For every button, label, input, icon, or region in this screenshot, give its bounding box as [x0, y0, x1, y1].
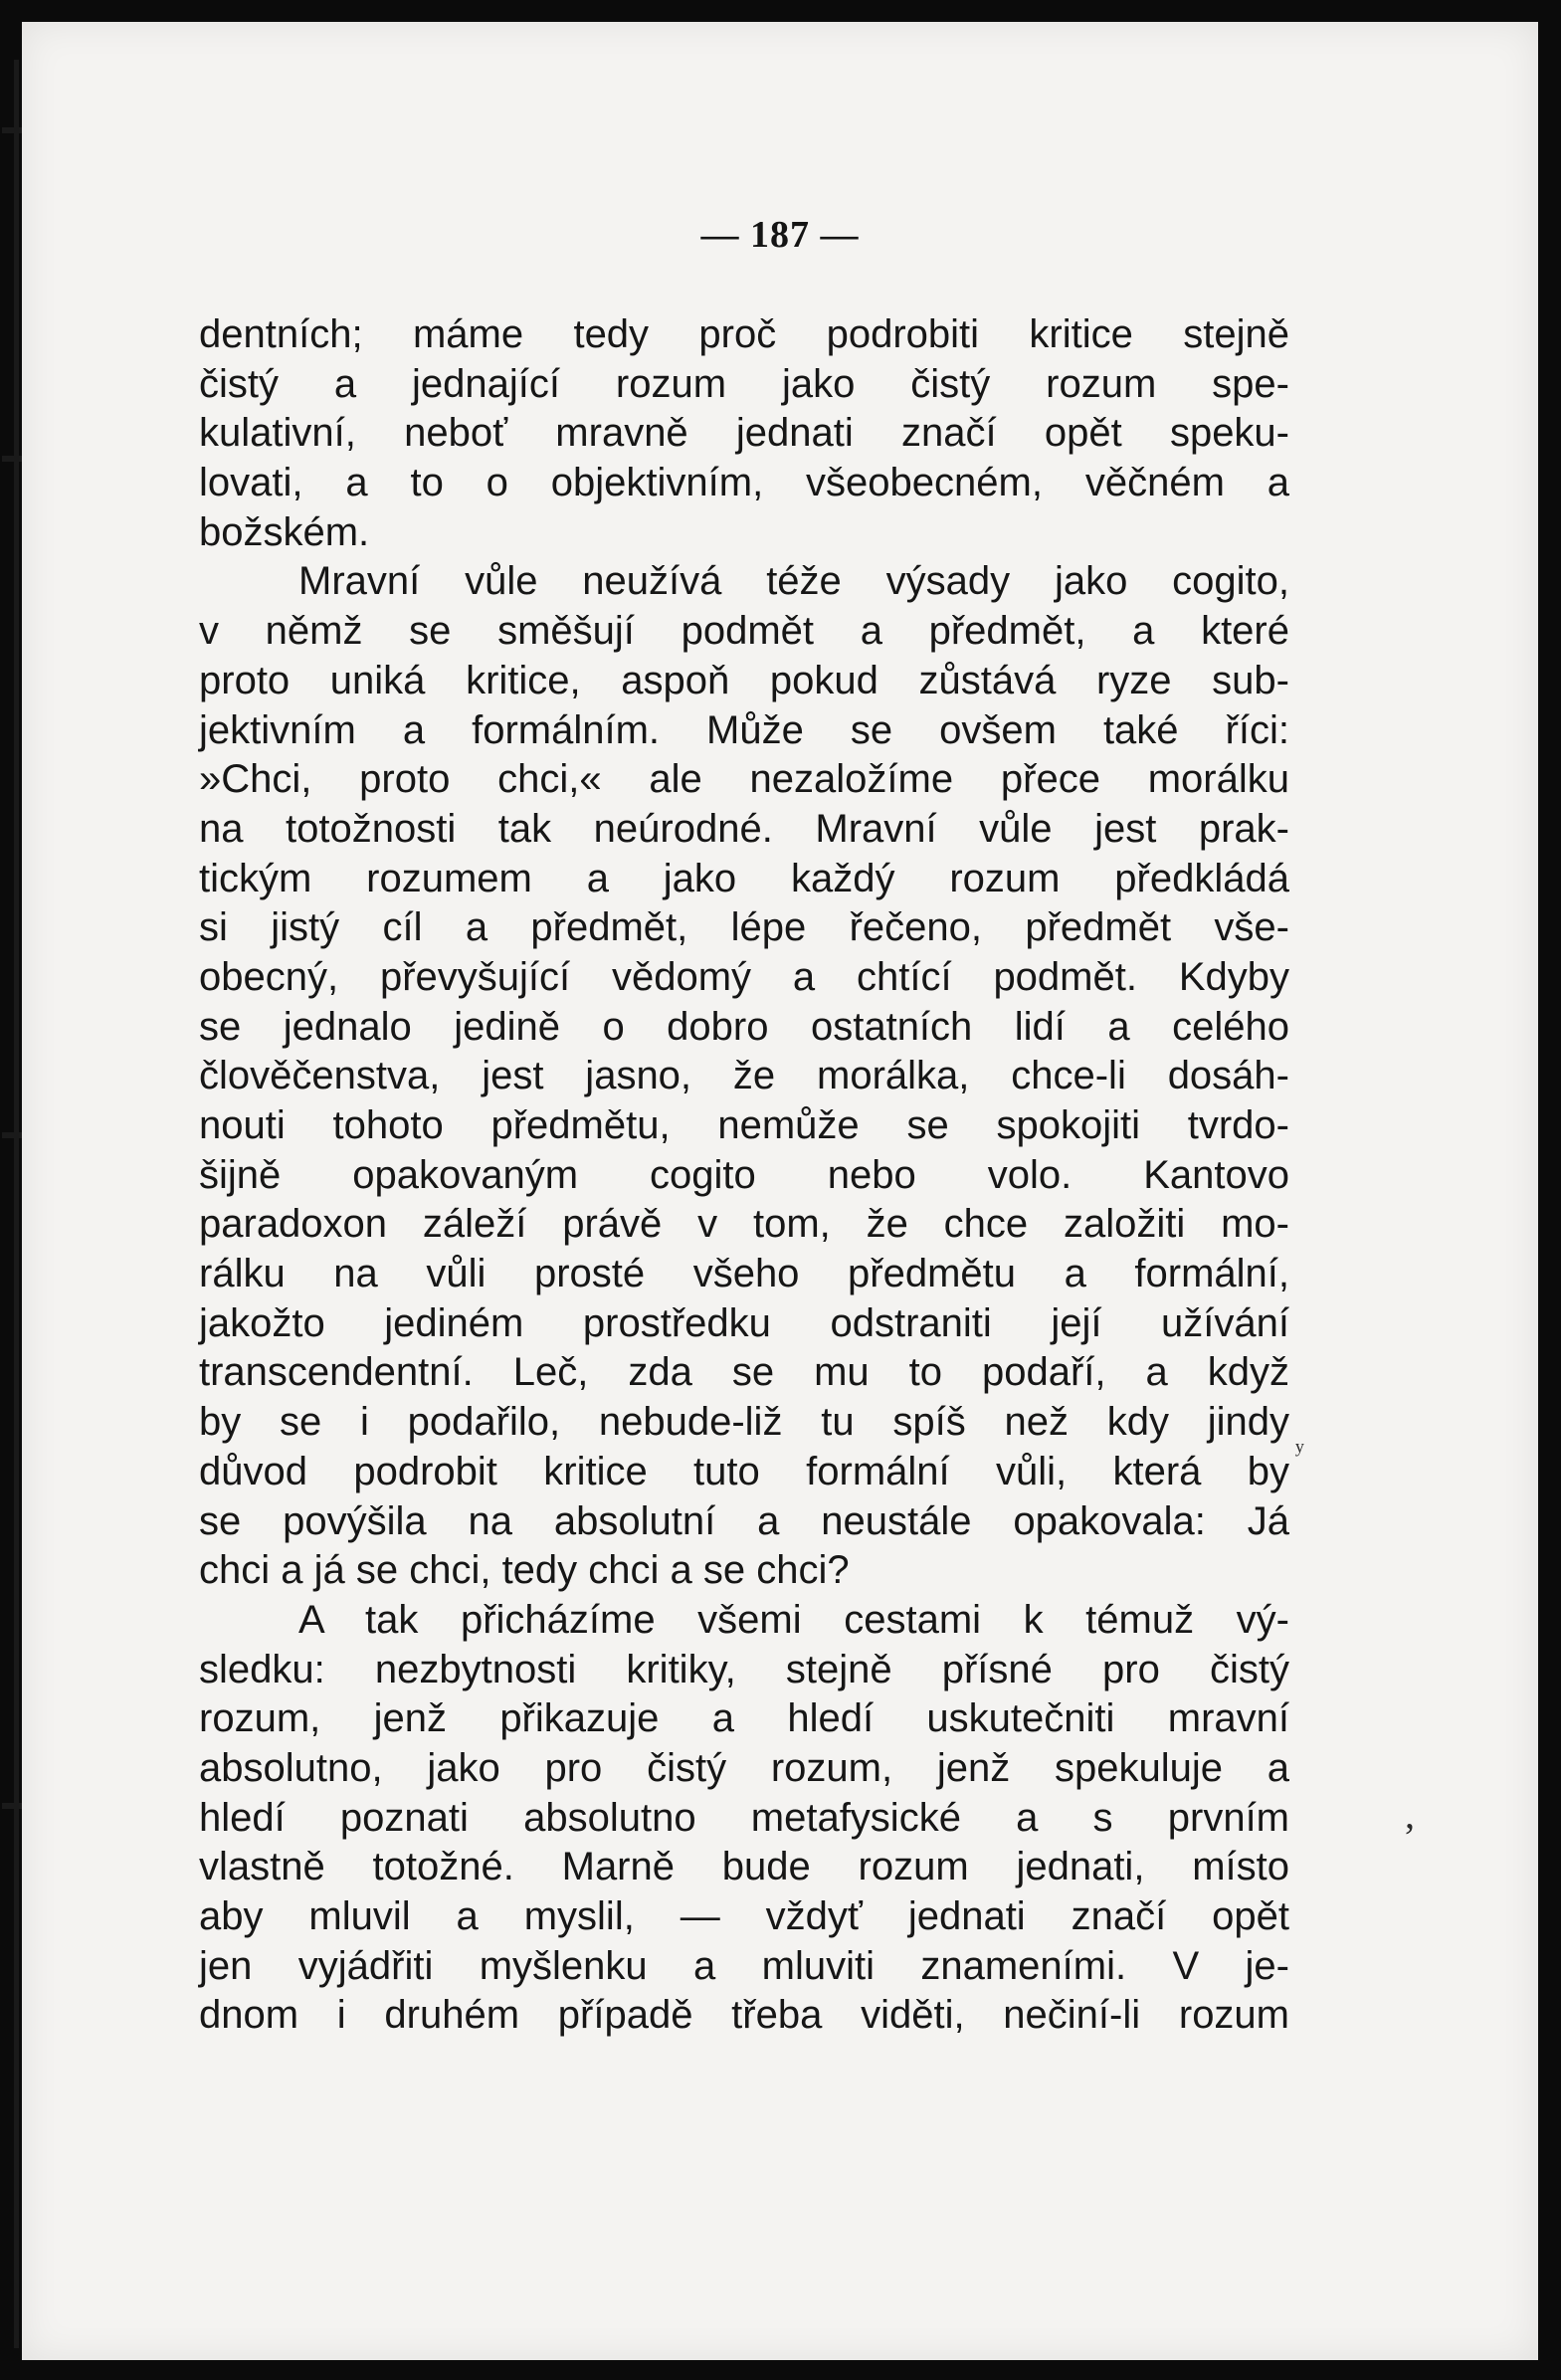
- page-number: — 187 —: [700, 214, 860, 256]
- stray-mark: ,: [1405, 1792, 1415, 1837]
- text-line: aby mluvil a myslil, — vždyť jednati značí opět: [199, 1894, 1289, 1938]
- text-line: Mravní vůle neužívá téže výsady jako cogito,: [298, 559, 1289, 604]
- text-line: na totožnosti tak neúrodné. Mravní vůle jest prak-: [199, 806, 1289, 851]
- binding-line: [14, 60, 19, 2348]
- body-text: [199, 310, 1289, 2041]
- text-line: jakožto jediném prostředku odstraniti její užívání: [199, 1300, 1289, 1345]
- text-line: dentních; máme tedy proč podrobiti kritice stejně: [199, 312, 1289, 356]
- text-line: proto uniká kritice, aspoň pokud zůstává ryze sub-: [199, 658, 1289, 702]
- text-line: jektivním a formálním. Může se ovšem také říci:: [199, 707, 1289, 752]
- text-line: šijně opakovaným cogito nebo volo. Kantovo: [199, 1152, 1289, 1197]
- text-line: se jednalo jedině o dobro ostatních lidí a celého: [199, 1004, 1289, 1049]
- text-line: důvod podrobit kritice tuto formální vůli, která by: [199, 1449, 1289, 1493]
- text-line: tickým rozumem a jako každý rozum předkládá: [199, 856, 1289, 900]
- text-line: »Chci, proto chci,« ale nezaložíme přece morálku: [199, 757, 1289, 802]
- text-line: člověčenstva, jest jasno, že morálka, chce-li dosáh-: [199, 1054, 1289, 1098]
- text-line: by se i podařilo, nebude-liž tu spíš než kdy jindy: [199, 1400, 1289, 1445]
- text-line: si jistý cíl a předmět, lépe řečeno, předmět vše-: [199, 905, 1289, 950]
- text-line: vlastně totožné. Marně bude rozum jednati, místo: [199, 1845, 1289, 1889]
- text-line: chci a já se chci, tedy chci a se chci?: [199, 1548, 850, 1593]
- text-line: kulativní, neboť mravně jednati značí opět speku-: [199, 411, 1289, 456]
- text-line: sledku: nezbytnosti kritiky, stejně přísné pro čistý: [199, 1647, 1289, 1691]
- text-line: obecný, převyšující vědomý a chtící podmět. Kdyby: [199, 954, 1289, 999]
- text-line: dnom i druhém případě třeba viděti, nečiní-li rozum: [199, 1993, 1289, 2038]
- text-line: lovati, a to o objektivním, všeobecném, věčném a: [199, 461, 1289, 505]
- text-line: rálku na vůli prosté všeho předmětu a formální,: [199, 1252, 1289, 1296]
- text-line: A tak přicházíme všemi cestami k témuž vý-: [298, 1597, 1289, 1642]
- text-line: božském.: [199, 509, 370, 554]
- text-line: jen vyjádřiti myšlenku a mluviti znameními. V je-: [199, 1943, 1289, 1988]
- text-line: se povýšila na absolutní a neustále opakovala: Já: [199, 1498, 1289, 1543]
- text-line: paradoxon záleží právě v tom, že chce založiti mo-: [199, 1202, 1289, 1247]
- text-line: v němž se směšují podmět a předmět, a které: [199, 609, 1289, 654]
- text-line: čistý a jednající rozum jako čistý rozum spe-: [199, 361, 1289, 406]
- stray-mark: ʸ: [1295, 1435, 1304, 1468]
- text-line: nouti tohoto předmětu, nemůže se spokojiti tvrdo-: [199, 1103, 1289, 1147]
- text-line: rozum, jenž přikazuje a hledí uskutečniti mravní: [199, 1696, 1289, 1741]
- text-line: absolutno, jako pro čistý rozum, jenž spekuluje a: [199, 1745, 1289, 1790]
- text-line: hledí poznati absolutno metafysické a s prvním: [199, 1795, 1289, 1840]
- text-line: transcendentní. Leč, zda se mu to podaří, a když: [199, 1350, 1289, 1395]
